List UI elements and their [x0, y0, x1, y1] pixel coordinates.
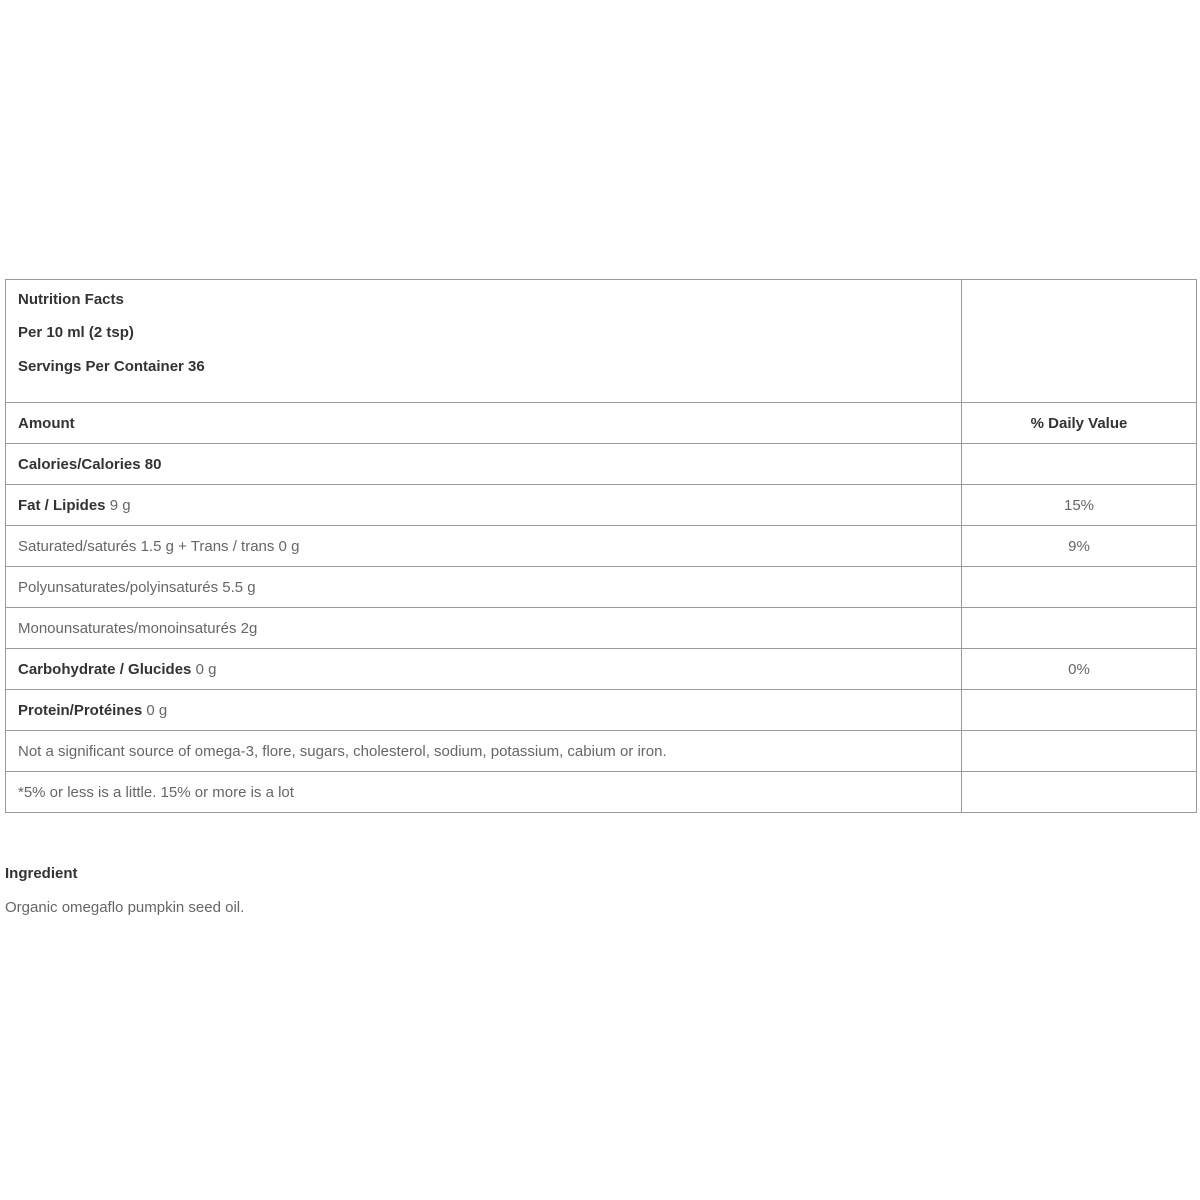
saturated-trans-label: Saturated/saturés 1.5 g + Trans / trans 0 g	[6, 526, 962, 567]
calories-label: Calories/Calories 80	[18, 455, 162, 473]
servings-per-container: Servings Per Container 36	[18, 358, 205, 375]
ingredient-text: Organic omegaflo pumpkin seed oil.	[5, 899, 245, 916]
amount-label: Amount	[6, 403, 962, 444]
serving-size: Per 10 ml (2 tsp)	[18, 324, 134, 341]
fat-label: Fat / Lipides	[18, 496, 106, 514]
nutrition-header-cell	[6, 280, 962, 403]
row-dv-cell	[962, 731, 1197, 772]
carbohydrate-daily-value: 0%	[962, 649, 1197, 690]
row-dv-cell	[962, 608, 1197, 649]
row-label-cell	[6, 444, 962, 485]
table-row	[6, 731, 1197, 772]
carbohydrate-value: 0 g	[195, 660, 217, 678]
carbohydrate-label: Carbohydrate / Glucides	[18, 660, 192, 678]
daily-value-footnote: *5% or less is a little. 15% or more is a lot	[6, 772, 962, 813]
nutrition-title: Nutrition Facts	[18, 291, 124, 308]
row-label-cell	[6, 690, 962, 731]
row-dv-cell	[962, 567, 1197, 608]
table-row	[6, 690, 1197, 731]
table-row	[6, 567, 1197, 608]
row-label-cell	[6, 485, 962, 526]
polyunsaturates-label: Polyunsaturates/polyinsaturés 5.5 g	[6, 567, 962, 608]
nutrition-header-empty	[962, 280, 1197, 403]
monounsaturates-label: Monounsaturates/monoinsaturés 2g	[6, 608, 962, 649]
not-significant-note: Not a significant source of omega-3, flore, sugars, cholesterol, sodium, potassium, cabium or iron.	[6, 731, 962, 772]
table-row	[6, 444, 1197, 485]
fat-value: 9 g	[109, 496, 131, 514]
daily-value-label: % Daily Value	[962, 403, 1197, 444]
ingredient-heading: Ingredient	[5, 865, 78, 882]
table-row	[6, 649, 1197, 690]
fat-daily-value: 15%	[962, 485, 1197, 526]
nutrition-facts-table	[5, 279, 1197, 813]
row-dv-cell	[962, 444, 1197, 485]
table-row	[6, 772, 1197, 813]
protein-label: Protein/Protéines	[18, 701, 143, 719]
row-dv-cell	[962, 772, 1197, 813]
saturated-daily-value: 9%	[962, 526, 1197, 567]
table-row	[6, 485, 1197, 526]
amount-row	[6, 403, 1197, 444]
table-row	[6, 526, 1197, 567]
row-dv-cell	[962, 690, 1197, 731]
nutrition-header-row	[6, 280, 1197, 403]
table-row	[6, 608, 1197, 649]
protein-value: 0 g	[146, 701, 168, 719]
row-label-cell	[6, 649, 962, 690]
